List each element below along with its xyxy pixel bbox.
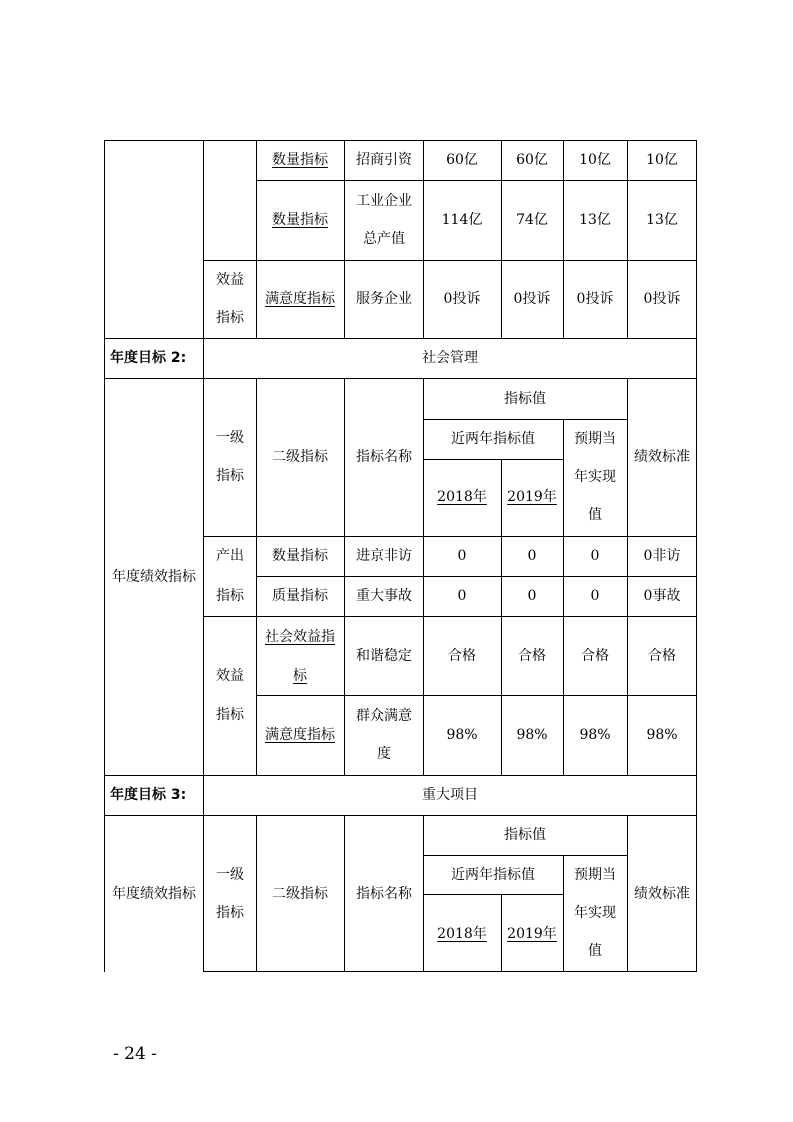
s2-header-level1-line1: 一级 — [216, 430, 244, 446]
s3-header-expected-line1: 预期当 — [574, 867, 616, 883]
s3-header-expected-line3: 值 — [588, 943, 602, 959]
goal2-label: 年度目标 2: — [110, 350, 187, 366]
top-row2-expected: 13亿 — [579, 212, 611, 228]
top-row1-standard: 10亿 — [646, 152, 678, 168]
s2-r2-name: 重大事故 — [356, 588, 412, 604]
top-row1-2018: 60亿 — [446, 152, 478, 168]
s2-header-expected-line3: 值 — [588, 507, 602, 523]
top-row2-level2: 数量指标 — [272, 212, 328, 228]
s2-r1-expected: 0 — [590, 548, 600, 564]
s2-header-standard: 绩效标准 — [634, 449, 690, 465]
s2-r1-standard: 0非访 — [643, 548, 681, 564]
s2-r4-expected: 98% — [579, 727, 611, 743]
page-number: - 24 - — [113, 1044, 157, 1064]
s3-header-level1-line2: 指标 — [216, 905, 244, 921]
goal3-label: 年度目标 3: — [110, 787, 187, 803]
s2-r1-2019: 0 — [527, 548, 537, 564]
s2-r2-level2: 质量指标 — [272, 588, 328, 604]
s2-r3-expected: 合格 — [581, 648, 609, 664]
top-row1-name: 招商引资 — [356, 152, 412, 168]
top-row3-level2: 满意度指标 — [265, 291, 335, 307]
s2-r2-expected: 0 — [590, 588, 600, 604]
s2-benefit-line1: 效益 — [216, 668, 244, 684]
s2-r4-standard: 98% — [646, 727, 678, 743]
goal3-value: 重大项目 — [422, 787, 478, 803]
s2-output-line2: 指标 — [216, 588, 244, 604]
s2-r4-2019: 98% — [516, 727, 548, 743]
s2-r3-standard: 合格 — [648, 648, 676, 664]
s3-header-level1-line1: 一级 — [216, 867, 244, 883]
s3-header-name: 指标名称 — [356, 886, 412, 902]
s3-header-level2: 二级指标 — [272, 886, 328, 902]
s2-r4-level2: 满意度指标 — [265, 727, 335, 743]
s2-output-line1: 产出 — [216, 548, 244, 564]
s2-r1-2018: 0 — [457, 548, 467, 564]
top-row1-expected: 10亿 — [579, 152, 611, 168]
top-row3-name: 服务企业 — [356, 291, 412, 307]
top-row3-level1-line1: 效益 — [216, 272, 244, 288]
goal2-value: 社会管理 — [422, 350, 478, 366]
s2-header-2019: 2019年 — [507, 489, 557, 505]
s2-r3-name: 和谐稳定 — [356, 648, 412, 664]
s2-header-2018: 2018年 — [437, 489, 487, 505]
s2-r2-2018: 0 — [457, 588, 467, 604]
top-row3-expected: 0投诉 — [576, 291, 614, 307]
s2-r4-2018: 98% — [446, 727, 478, 743]
s2-r4-name-line1: 群众满意 — [356, 708, 412, 724]
top-row2-name-line1: 工业企业 — [356, 193, 412, 209]
s2-r2-2019: 0 — [527, 588, 537, 604]
top-row1-2019: 60亿 — [516, 152, 548, 168]
s2-header-expected-line1: 预期当 — [574, 431, 616, 447]
top-row2-2018: 114亿 — [441, 212, 483, 228]
s2-header-name: 指标名称 — [356, 449, 412, 465]
top-row3-standard: 0投诉 — [643, 291, 681, 307]
s2-r3-2019: 合格 — [518, 648, 546, 664]
s2-r3-level2-line2: 标 — [293, 668, 307, 684]
s2-header-recent: 近两年指标值 — [451, 431, 535, 447]
s2-header-indicator: 指标值 — [504, 391, 546, 407]
s2-r4-name-line2: 度 — [377, 746, 391, 762]
s3-header-standard: 绩效标准 — [634, 886, 690, 902]
top-row2-name-line2: 总产值 — [363, 231, 405, 247]
top-row2-standard: 13亿 — [646, 212, 678, 228]
s2-header-level1-line2: 指标 — [216, 468, 244, 484]
s2-r3-level2-line1: 社会效益指 — [265, 629, 335, 645]
s3-header-indicator: 指标值 — [504, 827, 546, 843]
top-row3-2018: 0投诉 — [443, 291, 481, 307]
s2-header-level2: 二级指标 — [272, 449, 328, 465]
s3-header-recent: 近两年指标值 — [451, 867, 535, 883]
top-row1-level2: 数量指标 — [272, 152, 328, 168]
s3-header-2018: 2018年 — [437, 926, 487, 942]
s2-benefit-line2: 指标 — [216, 707, 244, 723]
s2-row-header: 年度绩效指标 — [112, 569, 196, 585]
top-row3-2019: 0投诉 — [513, 291, 551, 307]
s2-r2-standard: 0事故 — [643, 588, 681, 604]
top-row3-level1-line2: 指标 — [216, 310, 244, 326]
s3-row-header: 年度绩效指标 — [112, 886, 196, 902]
s3-header-expected-line2: 年实现 — [574, 905, 616, 921]
s2-r3-2018: 合格 — [448, 648, 476, 664]
s2-header-expected-line2: 年实现 — [574, 469, 616, 485]
s2-r1-level2: 数量指标 — [272, 548, 328, 564]
s3-header-2019: 2019年 — [507, 926, 557, 942]
s2-r1-name: 进京非访 — [356, 548, 412, 564]
top-row2-2019: 74亿 — [516, 212, 548, 228]
